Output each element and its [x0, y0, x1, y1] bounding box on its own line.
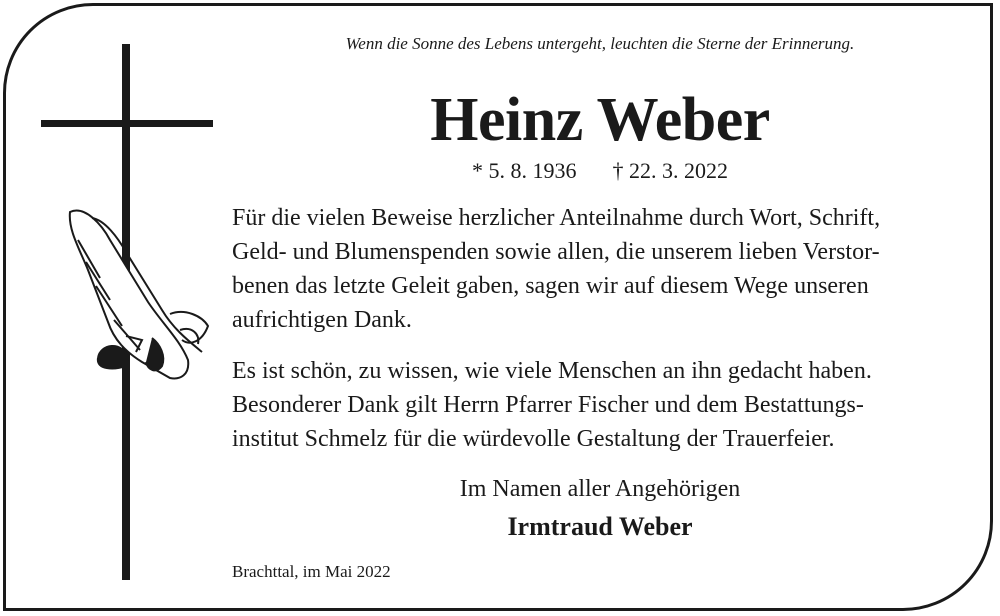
paragraph-line: Besonderer Dank gilt Herrn Pfarrer Fischer und dem Bestattungs-	[232, 392, 864, 418]
cross-with-praying-hands	[30, 40, 230, 585]
death-date: † 22. 3. 2022	[612, 158, 728, 183]
thanks-paragraph	[232, 201, 972, 337]
paragraph-line: benen das letzte Geleit gaben, sagen wir auf diesem Wege unseren	[232, 273, 869, 299]
paragraph-line: Für die vielen Beweise herzlicher Anteilnahme durch Wort, Schrift,	[232, 205, 881, 231]
life-dates	[230, 158, 970, 184]
paragraph-line: aufrichtigen Dank.	[232, 307, 412, 333]
paragraph-line: Geld- und Blumenspenden sowie allen, die unserem lieben Verstor-	[232, 239, 880, 265]
signature-name: Irmtraud Weber	[507, 512, 693, 541]
gratitude-paragraph	[232, 354, 972, 456]
place-date: Brachttal, im Mai 2022	[232, 562, 391, 581]
birth-date: * 5. 8. 1936	[472, 158, 577, 183]
paragraph-line: institut Schmelz für die würdevolle Gestaltung der Trauerfeier.	[232, 426, 835, 452]
praying-hands-icon	[70, 211, 208, 379]
paragraph-line: Es ist schön, zu wissen, wie viele Menschen an ihn gedacht haben.	[232, 358, 872, 384]
motto: Wenn die Sonne des Lebens untergeht, leuchten die Sterne der Erinnerung.	[345, 34, 855, 53]
deceased-name: Heinz Weber	[430, 86, 770, 154]
signature-intro: Im Namen aller Angehörigen	[459, 476, 741, 502]
